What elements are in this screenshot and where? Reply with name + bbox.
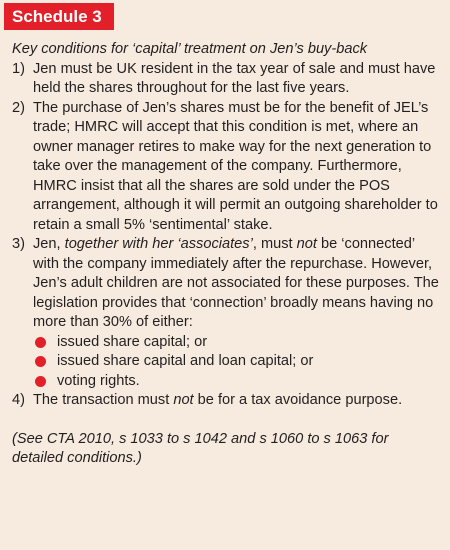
bullet-text: issued share capital and loan capital; or [57,353,314,369]
condition-item-1 [12,60,442,99]
bullet-text: voting rights. [57,372,140,389]
conditions-list [12,60,442,411]
condition-text-emphasis: not [296,236,317,252]
condition-text-emphasis: not [173,392,194,408]
condition-text: Jen must be UK resident in the tax year of sale and must have held the shares throughout for the last five years. [33,60,436,96]
condition-text-part: be ‘connected’ with the company immediately after the repurchase. However, Jen’s adult children are not associated for these purposes. The legislation provides that ‘connection’ broadly means having no more than 30% of either: [33,236,439,330]
condition-text-part: , must [252,236,297,252]
red-bullet-icon [35,356,46,367]
condition-text-emphasis: together with her ‘associates’ [64,236,253,252]
condition-item-4 [12,391,442,411]
condition-text-part: Jen, [33,236,65,252]
bullet-item [33,352,442,372]
condition-text [33,236,439,330]
schedule-content [12,40,442,469]
schedule-badge: Schedule 3 [4,3,114,30]
bullet-item [33,372,442,392]
condition-number: 1) [12,60,25,77]
condition-text [33,392,402,408]
condition-number: 4) [12,392,25,408]
condition-number: 3) [12,236,25,252]
condition-item-3 [12,235,442,391]
bullet-text: issued share capital; or [57,333,208,350]
condition-number: 2) [12,99,25,116]
condition-text-part: be for a tax avoidance purpose. [193,392,403,408]
connection-criteria-list [33,333,442,392]
footnote: (See CTA 2010, s 1033 to s 1042 and s 1060 to s 1063 for detailed conditions.) [12,430,389,466]
bullet-item [33,333,442,353]
red-bullet-icon [35,376,46,387]
red-bullet-icon [35,337,46,348]
condition-item-2 [12,99,442,236]
condition-text: The purchase of Jen’s shares must be for the benefit of JEL’s trade; HMRC will accept that this condition is met, where an owner manager retires to make way for the next generation to take over the management of the company. Furthermore, HMRC insist that all the shares are sold under the POS arrangement, although it will permit an outgoing shareholder to retain a small 5% ‘sentimental’ stake. [33,99,438,233]
condition-text-part: The transaction must [33,392,174,408]
schedule-subtitle: Key conditions for ‘capital’ treatment on Jen’s buy-back [12,41,368,57]
